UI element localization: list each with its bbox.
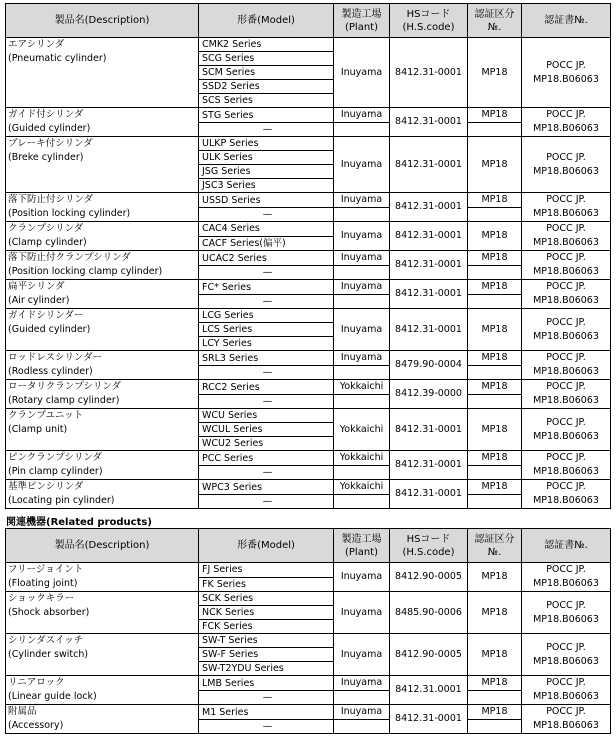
model-cell: SCS Series — [199, 94, 334, 108]
model-cell: — — [199, 208, 334, 222]
col-description: 製品名(Description) — [6, 4, 199, 38]
plant-blank-cell — [334, 720, 390, 734]
table-row — [6, 634, 611, 648]
description-cell — [6, 351, 199, 380]
model-cell: LCG Series — [199, 309, 334, 323]
class-cell: MP18 — [468, 705, 522, 720]
description-jp: 落下防止付クランプシリンダ — [8, 252, 131, 263]
cert-no-cell — [522, 38, 611, 108]
cert-line-1: POCC JP. — [546, 281, 586, 292]
related-products-table — [5, 528, 611, 734]
col-hs-code — [390, 529, 468, 563]
class-cell: MP18 — [468, 309, 522, 351]
model-cell: USSD Series — [199, 193, 334, 208]
model-cell: FC* Series — [199, 280, 334, 295]
plant-jp: 製造工場 — [341, 8, 382, 20]
cert-no-cell — [522, 409, 611, 451]
model-cell: CAC4 Series — [199, 222, 334, 237]
col-cert-division — [468, 529, 522, 563]
cert-line-2: MP18.B06063 — [533, 691, 599, 702]
model-cell: — — [199, 395, 334, 409]
cert-line-1: POCC JP. — [546, 481, 586, 492]
hs-code-cell: 8412.31-0001 — [390, 222, 468, 251]
class-cell: MP18 — [468, 108, 522, 123]
plant-cell: Inuyama — [334, 137, 390, 193]
model-cell: ULKP Series — [199, 137, 334, 151]
description-en: (Shock absorber) — [8, 607, 90, 618]
table-row — [6, 38, 611, 52]
plant-cell: Inuyama — [334, 634, 390, 676]
description-cell — [6, 280, 199, 309]
hs-code-cell: 8412.31.0001 — [390, 676, 468, 705]
model-cell: STG Series — [199, 108, 334, 123]
class-cell: MP18 — [468, 563, 522, 592]
model-cell: FK Series — [199, 577, 334, 592]
plant-en: (Plant) — [345, 21, 378, 33]
cert-line-2: MP18.B06063 — [533, 720, 599, 731]
class-cell: MP18 — [468, 222, 522, 251]
cert-line-1: POCC JP. — [546, 416, 586, 428]
class-cell: MP18 — [468, 451, 522, 466]
class-blank-cell — [468, 123, 522, 137]
model-cell: ULK Series — [199, 151, 334, 165]
cert-line-1: POCC JP. — [546, 641, 586, 653]
description-jp: クランプシリンダ — [8, 223, 84, 234]
description-en: (Guided cylinder) — [8, 123, 91, 134]
class-cell: MP18 — [468, 251, 522, 266]
cert-line-1: POCC JP. — [546, 252, 586, 263]
cert-line-1: POCC JP. — [546, 599, 586, 611]
model-cell: — — [199, 691, 334, 705]
cert-line-2: MP18.B06063 — [533, 366, 599, 377]
table-row — [6, 592, 611, 606]
model-cell: FJ Series — [199, 563, 334, 578]
model-cell: — — [199, 123, 334, 137]
hs-code-cell: 8485.90-0006 — [390, 592, 468, 634]
class-blank-cell — [468, 266, 522, 280]
description-jp: ガイド付シリンダ — [8, 109, 84, 120]
col-plant — [334, 529, 390, 563]
plant-jp: 製造工場 — [341, 533, 382, 545]
plant-blank-cell — [334, 495, 390, 509]
cert-no-cell — [522, 108, 611, 137]
cert-no-cell — [522, 137, 611, 193]
cert-no-cell — [522, 251, 611, 280]
description-en: (Air cylinder) — [8, 295, 70, 306]
description-en: (Pin clamp cylinder) — [8, 466, 103, 477]
description-cell — [6, 634, 199, 676]
cert-no-cell — [522, 280, 611, 309]
cert-line-2: MP18.B06063 — [533, 578, 599, 589]
cert-line-2: MP18.B06063 — [533, 495, 599, 506]
class-blank-cell — [468, 495, 522, 509]
class-blank-cell — [468, 208, 522, 222]
description-cell — [6, 592, 199, 634]
col-cert-division — [468, 4, 522, 38]
class-cell: MP18 — [468, 193, 522, 208]
description-cell — [6, 480, 199, 509]
hs-code-cell: 8412.31-0001 — [390, 251, 468, 280]
class-cell: MP18 — [468, 137, 522, 193]
col-hs-code — [390, 4, 468, 38]
description-cell — [6, 676, 199, 705]
col-description: 製品名(Description) — [6, 529, 199, 563]
plant-en: (Plant) — [345, 546, 378, 558]
description-jp: クランプユニット — [8, 410, 84, 421]
cert-div-en: №. — [487, 21, 502, 33]
cert-line-1: POCC JP. — [546, 452, 586, 463]
plant-cell: Yokkaichi — [334, 451, 390, 466]
class-blank-cell — [468, 366, 522, 380]
cert-no-cell — [522, 592, 611, 634]
table-row — [6, 137, 611, 151]
description-en: (Rotary clamp cylinder) — [8, 395, 120, 406]
plant-blank-cell — [334, 691, 390, 705]
cert-line-2: MP18.B06063 — [533, 123, 599, 134]
description-en: (Rodless cylinder) — [8, 366, 93, 377]
description-en: (Floating joint) — [8, 578, 78, 589]
description-en: (Cylinder switch) — [8, 649, 89, 660]
description-cell — [6, 38, 199, 108]
cert-line-2: MP18.B06063 — [533, 330, 599, 342]
hs-code-cell: 8412.31-0001 — [390, 280, 468, 309]
col-model: 形番(Model) — [199, 4, 334, 38]
header-row — [6, 4, 611, 38]
model-cell: SW-F Series — [199, 648, 334, 662]
plant-cell: Inuyama — [334, 563, 390, 592]
description-en: (Breke cylinder) — [8, 152, 84, 163]
table-row — [6, 705, 611, 720]
hs-jp: HSコード — [406, 8, 451, 20]
model-cell: SSD2 Series — [199, 80, 334, 94]
cert-line-2: MP18.B06063 — [533, 237, 599, 248]
class-cell: MP18 — [468, 351, 522, 366]
cert-no-cell — [522, 193, 611, 222]
header-row — [6, 529, 611, 563]
model-cell: JSC3 Series — [199, 179, 334, 193]
plant-cell: Inuyama — [334, 108, 390, 123]
plant-cell: Inuyama — [334, 222, 390, 251]
plant-blank-cell — [334, 366, 390, 380]
class-blank-cell — [468, 295, 522, 309]
cert-line-1: POCC JP. — [546, 564, 586, 575]
cert-no-cell — [522, 676, 611, 705]
description-en: (Locating pin cylinder) — [8, 495, 115, 506]
description-jp: 基準ピンシリンダ — [8, 481, 84, 492]
description-jp: シリンダスイッチ — [8, 635, 84, 646]
hs-code-cell: 8412.31-0001 — [390, 409, 468, 451]
model-cell: LCS Series — [199, 323, 334, 337]
plant-cell: Inuyama — [334, 280, 390, 295]
table-row — [6, 351, 611, 366]
plant-cell: Yokkaichi — [334, 409, 390, 451]
hs-code-cell: 8412.31-0001 — [390, 137, 468, 193]
cert-line-2: MP18.B06063 — [533, 165, 599, 177]
model-cell: SW-T Series — [199, 634, 334, 648]
table-row — [6, 451, 611, 466]
model-cell: WCUL Series — [199, 423, 334, 437]
model-cell: WCU Series — [199, 409, 334, 423]
cert-line-2: MP18.B06063 — [533, 295, 599, 306]
description-cell — [6, 705, 199, 734]
cert-no-cell — [522, 222, 611, 251]
model-cell: — — [199, 295, 334, 309]
section-label: 関連機器(Related products) — [6, 517, 152, 528]
cert-div-en: №. — [487, 546, 502, 558]
plant-blank-cell — [334, 395, 390, 409]
model-cell: SRL3 Series — [199, 351, 334, 366]
hs-code-cell: 8412.31-0001 — [390, 38, 468, 108]
model-cell: — — [199, 266, 334, 280]
hs-code-cell: 8412.31-0001 — [390, 451, 468, 480]
plant-cell: Inuyama — [334, 193, 390, 208]
class-blank-cell — [468, 466, 522, 480]
description-en: (Position locking cylinder) — [8, 208, 131, 219]
model-cell: M1 Series — [199, 705, 334, 720]
plant-blank-cell — [334, 208, 390, 222]
description-en: (Position locking clamp cylinder) — [8, 266, 163, 277]
cert-line-1: POCC JP. — [546, 223, 586, 234]
hs-code-cell: 8412.31-0001 — [390, 705, 468, 734]
description-jp: エアシリンダ — [8, 39, 65, 50]
cert-no-cell — [522, 705, 611, 734]
hs-code-cell: 8412.31-0001 — [390, 309, 468, 351]
class-cell: MP18 — [468, 592, 522, 634]
hs-jp: HSコード — [406, 533, 451, 545]
hs-code-cell: 8412.31-0001 — [390, 193, 468, 222]
hs-en: (H.S.code) — [402, 21, 455, 33]
model-cell: SCK Series — [199, 592, 334, 606]
plant-cell: Inuyama — [334, 676, 390, 691]
cert-line-2: MP18.B06063 — [533, 466, 599, 477]
description-jp: ピンクランプシリンダ — [8, 452, 103, 463]
cert-no-cell — [522, 563, 611, 592]
model-cell: SW-T2YDU Series — [199, 662, 334, 676]
table-row — [6, 251, 611, 266]
cert-no-cell — [522, 309, 611, 351]
description-en: (Clamp cylinder) — [8, 237, 87, 248]
hs-code-cell: 8412.90-0005 — [390, 563, 468, 592]
plant-cell: Inuyama — [334, 251, 390, 266]
plant-cell: Inuyama — [334, 351, 390, 366]
plant-cell: Inuyama — [334, 705, 390, 720]
description-cell — [6, 137, 199, 193]
cert-line-1: POCC JP. — [546, 381, 586, 392]
table-row — [6, 108, 611, 123]
description-cell — [6, 251, 199, 280]
col-cert-no: 認証書№. — [522, 529, 611, 563]
cert-line-1: POCC JP. — [546, 194, 586, 205]
description-jp: ショックキラー — [8, 593, 75, 604]
model-cell: SCM Series — [199, 66, 334, 80]
cert-line-1: POCC JP. — [546, 109, 586, 120]
model-cell: NCK Series — [199, 606, 334, 620]
description-cell — [6, 309, 199, 351]
description-cell — [6, 409, 199, 451]
cert-no-cell — [522, 634, 611, 676]
cert-line-2: MP18.B06063 — [533, 655, 599, 667]
table-row — [6, 676, 611, 691]
plant-cell: Yokkaichi — [334, 480, 390, 495]
class-cell: MP18 — [468, 480, 522, 495]
cert-line-2: MP18.B06063 — [533, 73, 599, 85]
class-blank-cell — [468, 720, 522, 734]
description-cell — [6, 451, 199, 480]
description-jp: ガイドシリンダー — [8, 310, 84, 321]
cert-no-cell — [522, 480, 611, 509]
plant-cell: Inuyama — [334, 592, 390, 634]
description-jp: 落下防止付シリンダ — [8, 194, 94, 205]
model-cell: JSG Series — [199, 165, 334, 179]
model-cell: FCK Series — [199, 620, 334, 634]
class-cell: MP18 — [468, 380, 522, 395]
model-cell: — — [199, 720, 334, 734]
description-jp: フリージョイント — [8, 564, 84, 575]
description-jp: リニアロック — [8, 677, 65, 688]
plant-cell: Inuyama — [334, 309, 390, 351]
col-cert-no: 認証書№. — [522, 4, 611, 38]
table-row — [6, 409, 611, 423]
model-cell: RCC2 Series — [199, 380, 334, 395]
model-cell: UCAC2 Series — [199, 251, 334, 266]
model-cell: WCU2 Series — [199, 437, 334, 451]
table-row — [6, 222, 611, 237]
description-en: (Pneumatic cylinder) — [8, 53, 107, 64]
table-row — [6, 380, 611, 395]
plant-blank-cell — [334, 466, 390, 480]
cert-line-2: MP18.B06063 — [533, 430, 599, 442]
hs-code-cell: 8412.31-0001 — [390, 480, 468, 509]
cert-div-jp: 認証区分 — [474, 533, 515, 545]
cert-line-2: MP18.B06063 — [533, 208, 599, 219]
description-cell — [6, 222, 199, 251]
plant-blank-cell — [334, 295, 390, 309]
model-cell: LMB Series — [199, 676, 334, 691]
model-cell: WPC3 Series — [199, 480, 334, 495]
hs-code-cell: 8412.39-0000 — [390, 380, 468, 409]
col-model: 形番(Model) — [199, 529, 334, 563]
table-row — [6, 480, 611, 495]
description-en: (Accessory) — [8, 720, 64, 731]
table-row — [6, 280, 611, 295]
model-cell: SCG Series — [199, 52, 334, 66]
col-plant — [334, 4, 390, 38]
cert-no-cell — [522, 351, 611, 380]
description-jp: 扁平シリンダ — [8, 281, 65, 292]
model-cell: CACF Series(偏平) — [199, 236, 334, 251]
class-cell: MP18 — [468, 676, 522, 691]
description-en: (Linear guide lock) — [8, 691, 97, 702]
table-row — [6, 309, 611, 323]
cert-line-1: POCC JP. — [546, 316, 586, 328]
main-products-table — [5, 3, 611, 509]
hs-code-cell: 8412.31-0001 — [390, 108, 468, 137]
hs-code-cell: 8412.90-0005 — [390, 634, 468, 676]
hs-en: (H.S.code) — [402, 546, 455, 558]
model-cell: — — [199, 466, 334, 480]
description-cell — [6, 563, 199, 592]
description-en: (Clamp unit) — [8, 424, 68, 435]
cert-line-2: MP18.B06063 — [533, 395, 599, 406]
cert-line-1: POCC JP. — [546, 677, 586, 688]
table-row — [6, 563, 611, 578]
description-cell — [6, 380, 199, 409]
class-blank-cell — [468, 691, 522, 705]
class-cell: MP18 — [468, 280, 522, 295]
cert-line-1: POCC JP. — [546, 151, 586, 163]
cert-line-1: POCC JP. — [546, 352, 586, 363]
model-cell: — — [199, 495, 334, 509]
model-cell: — — [199, 366, 334, 380]
cert-no-cell — [522, 451, 611, 480]
plant-cell: Inuyama — [334, 38, 390, 108]
description-cell — [6, 193, 199, 222]
hs-code-cell: 8479.90-0004 — [390, 351, 468, 380]
model-cell: PCC Series — [199, 451, 334, 466]
class-cell: MP18 — [468, 634, 522, 676]
cert-no-cell — [522, 380, 611, 409]
description-jp: ロータリクランプシリンダ — [8, 381, 122, 392]
model-cell: CMK2 Series — [199, 38, 334, 52]
model-cell: LCY Series — [199, 337, 334, 351]
plant-cell: Yokkaichi — [334, 380, 390, 395]
cert-div-jp: 認証区分 — [474, 8, 515, 20]
description-jp: ブレーキ付シリンダ — [8, 138, 93, 149]
description-jp: 附属品 — [8, 706, 37, 717]
description-en: (Guided cylinder) — [8, 324, 91, 335]
cert-line-2: MP18.B06063 — [533, 613, 599, 625]
cert-line-2: MP18.B06063 — [533, 266, 599, 277]
description-jp: ロッドレスシリンダー — [8, 352, 103, 363]
class-cell: MP18 — [468, 409, 522, 451]
cert-line-1: POCC JP. — [546, 706, 586, 717]
class-cell: MP18 — [468, 38, 522, 108]
class-blank-cell — [468, 395, 522, 409]
plant-blank-cell — [334, 266, 390, 280]
table-row — [6, 193, 611, 208]
description-cell — [6, 108, 199, 137]
plant-blank-cell — [334, 123, 390, 137]
cert-line-1: POCC JP. — [546, 59, 586, 71]
